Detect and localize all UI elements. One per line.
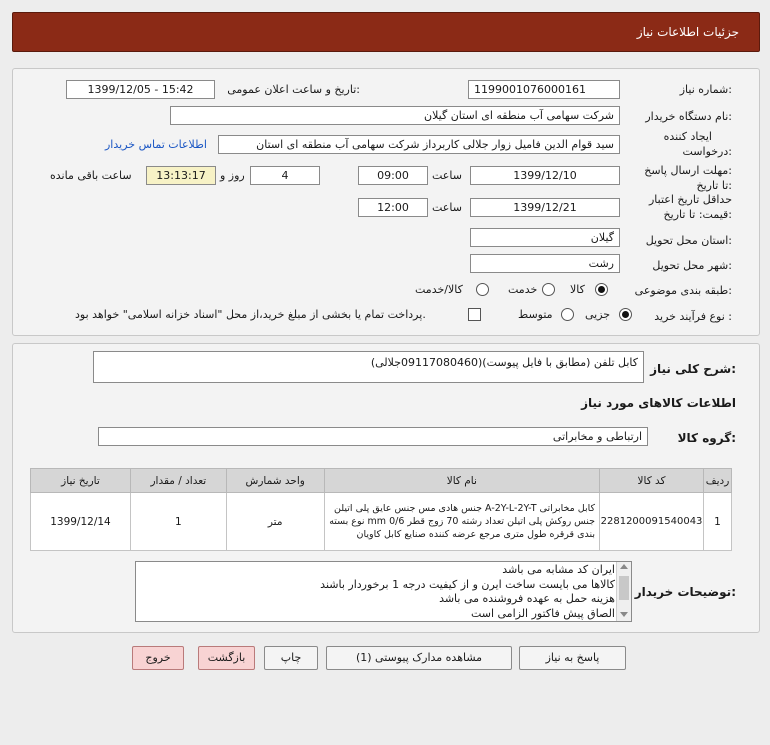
remaining-label: ساعت باقی مانده xyxy=(50,169,132,182)
buyer-org-field: شرکت سهامی آب منطقه ای استان گیلان xyxy=(170,106,620,125)
col-name: نام کالا xyxy=(324,469,599,493)
validity-label-2: قیمت: تا تاریخ: xyxy=(663,208,732,221)
creator-label-2: درخواست: xyxy=(682,145,732,158)
buyer-notes-field[interactable] xyxy=(135,561,632,622)
buyer-contact-link[interactable]: اطلاعات تماس خریدار xyxy=(105,138,207,151)
creator-label-1: ایجاد کننده xyxy=(663,130,712,143)
col-row: ردیف xyxy=(704,469,732,493)
treasury-payment-note: پرداخت تمام یا بخشی از مبلغ خرید،از محل "اسناد خزانه اسلامی" خواهد بود. xyxy=(75,308,426,321)
announce-label: تاریخ و ساعت اعلان عمومی: xyxy=(227,83,360,96)
cell-date: 1399/12/14 xyxy=(31,493,131,551)
attachments-button[interactable]: مشاهده مدارک پیوستی (1) xyxy=(326,646,512,670)
summary-field xyxy=(93,351,644,383)
city-label: شهر محل تحویل: xyxy=(652,259,732,272)
buyer-note-line: کالاها می بایست ساخت ایرن و از کیفیت درجه 1 برخوردار باشند xyxy=(320,577,615,591)
reply-time-label: ساعت xyxy=(432,169,462,182)
days-field: 4 xyxy=(250,166,320,185)
goods-table xyxy=(30,468,732,551)
buyer-note-line: ایران کد مشابه می باشد xyxy=(502,563,615,576)
scroll-down-icon[interactable] xyxy=(620,612,628,617)
remaining-time-field: 13:13:17 xyxy=(146,166,216,185)
province-label: استان محل تحویل: xyxy=(645,234,732,247)
need-number-field: 1199001076000161 xyxy=(468,80,620,99)
print-button[interactable]: چاپ xyxy=(264,646,318,670)
validity-time-label: ساعت xyxy=(432,201,462,214)
process-option-partial: جزیی xyxy=(585,308,611,321)
page-header xyxy=(12,12,760,52)
category-option-service: خدمت xyxy=(508,283,538,296)
process-radio-medium[interactable] xyxy=(561,308,574,321)
category-label: طبقه بندی موضوعی: xyxy=(634,284,732,297)
cell-name: کابل مخابراتی A-2Y-L-2Y-T جنس هادی مس جنس عایق پلی اتیلن جنس روکش پلی اتیلن تعداد رشته 70 زوج قطر mm 0/6 نوع بسته بندی قرقره طول متری مرجع عرضه کننده صنایع کابل کاویان xyxy=(324,493,599,551)
col-unit: واحد شمارش xyxy=(226,469,324,493)
exit-button[interactable]: خروج xyxy=(132,646,184,670)
buyer-notes-label: توضیحات خریدار: xyxy=(634,585,736,599)
process-option-medium: متوسط xyxy=(518,308,553,321)
page-title: جزئیات اطلاعات نیاز xyxy=(636,25,739,39)
col-date: تاریخ نیاز xyxy=(31,469,131,493)
creator-field: سید قوام الدین فامیل زوار جلالی کاربرداز شرکت سهامی آب منطقه ای استان xyxy=(218,135,620,154)
reply-deadline-label-1: مهلت ارسال پاسخ: xyxy=(644,164,732,177)
cell-row: 1 xyxy=(704,493,732,551)
process-radio-partial[interactable] xyxy=(619,308,632,321)
cell-code: 2281200091540043 xyxy=(600,493,704,551)
category-option-goods: کالا xyxy=(570,283,585,296)
validity-date-field: 1399/12/21 xyxy=(470,198,620,217)
province-field: گیلان xyxy=(470,228,620,247)
validity-label-1: حداقل تاریخ اعتبار xyxy=(648,193,732,206)
city-field: رشت xyxy=(470,254,620,273)
validity-time-field: 12:00 xyxy=(358,198,428,217)
summary-label: شرح کلی نیاز: xyxy=(650,362,736,376)
goods-group-label: گروه کالا: xyxy=(677,431,736,445)
reply-date-field: 1399/12/10 xyxy=(470,166,620,185)
buyer-note-line: هزینه حمل به عهده فروشنده می باشد xyxy=(439,592,615,605)
announce-field: 1399/12/05 - 15:42 xyxy=(66,80,215,99)
back-button[interactable]: بازگشت xyxy=(198,646,255,670)
process-label: نوع فرآیند خرید : xyxy=(654,310,732,323)
scroll-up-icon[interactable] xyxy=(620,564,628,569)
cell-unit: متر xyxy=(226,493,324,551)
cell-qty: 1 xyxy=(130,493,226,551)
category-radio-service[interactable] xyxy=(542,283,555,296)
buyer-note-line: الصاق پیش فاکتور الزامی است xyxy=(470,606,615,620)
days-label: روز و xyxy=(220,169,245,182)
treasury-payment-checkbox[interactable] xyxy=(468,308,481,321)
notes-scrollbar[interactable] xyxy=(616,562,631,621)
reply-button[interactable]: پاسخ به نیاز xyxy=(519,646,626,670)
table-row[interactable] xyxy=(31,493,732,551)
reply-deadline-label-2: تا تاریخ: xyxy=(696,179,732,192)
summary-text: کابل تلفن (مطابق با فایل پیوست)(09117080460جلالی) xyxy=(370,356,638,369)
scroll-thumb[interactable] xyxy=(619,576,629,600)
category-radio-goods[interactable] xyxy=(595,283,608,296)
buyer-org-label: نام دستگاه خریدار: xyxy=(645,110,732,123)
reply-time-field: 09:00 xyxy=(358,166,428,185)
goods-section-title: اطلاعات کالاهای مورد نیاز xyxy=(581,396,736,410)
category-option-goods-service: کالا/خدمت xyxy=(415,283,463,296)
col-code: کد کالا xyxy=(600,469,704,493)
goods-table-header xyxy=(31,469,732,493)
col-qty: تعداد / مقدار xyxy=(130,469,226,493)
need-number-label: شماره نیاز: xyxy=(679,83,732,96)
goods-group-field: ارتباطی و مخابراتی xyxy=(98,427,648,446)
category-radio-goods-service[interactable] xyxy=(476,283,489,296)
